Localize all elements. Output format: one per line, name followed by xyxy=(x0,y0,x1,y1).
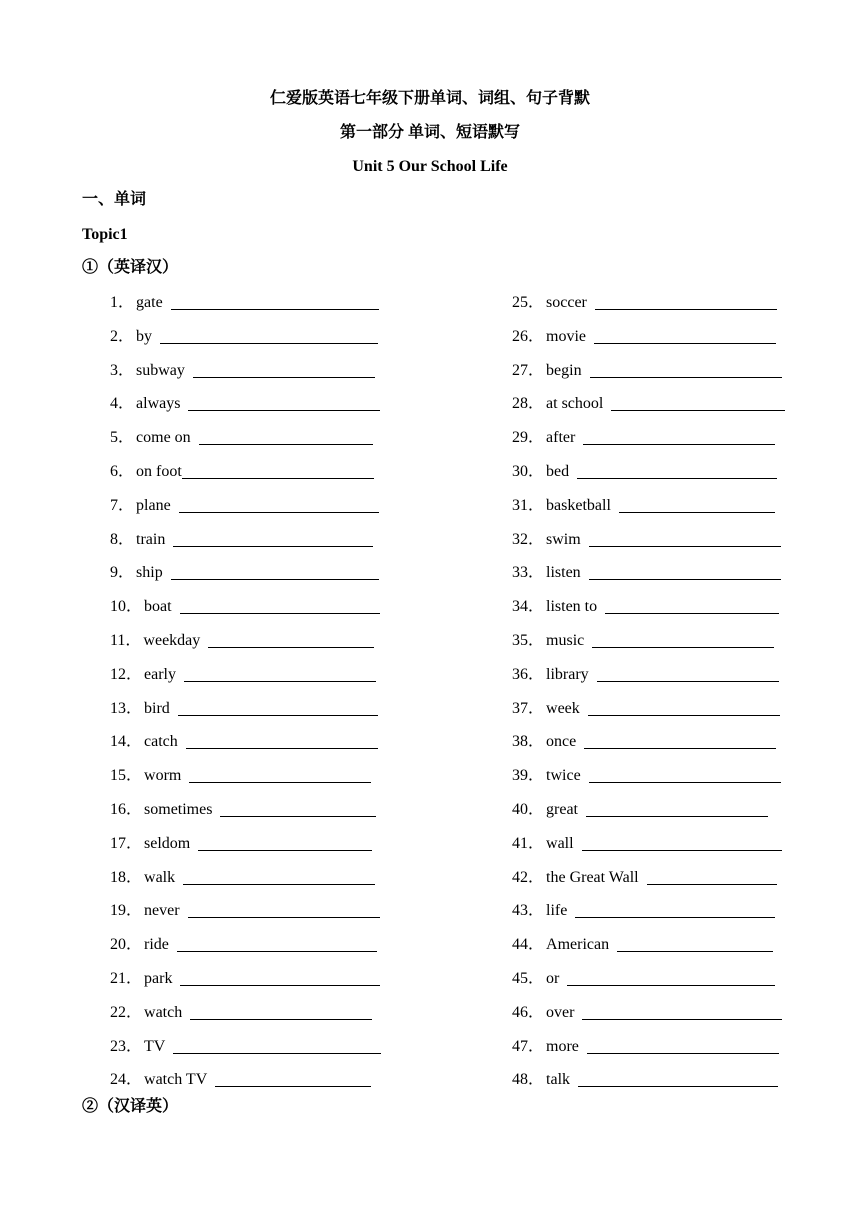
vocab-item xyxy=(512,731,785,765)
item-number: 37 ． xyxy=(512,698,546,720)
vocab-item xyxy=(512,360,785,394)
vocab-item xyxy=(512,799,785,833)
answer-blank[interactable] xyxy=(597,664,779,682)
vocab-item xyxy=(110,427,381,461)
item-word: watch TV xyxy=(144,1071,208,1089)
vocab-item xyxy=(512,900,785,934)
answer-blank[interactable] xyxy=(590,360,782,378)
item-word: listen xyxy=(546,564,581,582)
answer-blank[interactable] xyxy=(171,292,379,310)
item-number: 40 ． xyxy=(512,799,546,821)
item-word: music xyxy=(546,631,585,649)
answer-blank[interactable] xyxy=(173,529,373,547)
vocab-item xyxy=(512,529,785,563)
answer-blank[interactable] xyxy=(215,1069,371,1087)
item-number: 36 ． xyxy=(512,664,546,686)
unit-heading: Unit 5 Our School Life xyxy=(352,158,508,175)
item-word: come on xyxy=(136,429,191,447)
vocab-item xyxy=(512,1002,785,1036)
item-number: 4 ． xyxy=(110,393,136,415)
answer-blank[interactable] xyxy=(589,562,781,580)
vocab-item xyxy=(110,900,381,934)
item-word: seldom xyxy=(144,834,191,852)
item-number: 25 ． xyxy=(512,292,546,314)
item-number: 19 ． xyxy=(110,900,144,922)
vocab-item xyxy=(512,495,785,529)
answer-blank[interactable] xyxy=(577,461,777,479)
vocab-item xyxy=(110,698,381,732)
item-number: 15 ． xyxy=(110,765,144,787)
item-word: never xyxy=(144,902,180,920)
item-number: 14 ． xyxy=(110,731,144,753)
answer-blank[interactable] xyxy=(582,833,782,851)
item-number: 42 ． xyxy=(512,867,546,889)
item-word: talk xyxy=(546,1071,571,1089)
item-word: after xyxy=(546,429,576,447)
item-number: 34 ． xyxy=(512,596,546,618)
item-number: 26 ． xyxy=(512,326,546,348)
item-word: or xyxy=(546,969,560,987)
item-word: always xyxy=(136,395,181,413)
answer-blank[interactable] xyxy=(171,562,379,580)
item-word: gate xyxy=(136,294,163,311)
vocab-item xyxy=(512,765,785,799)
item-number: 5 ． xyxy=(110,427,136,449)
item-word: boat xyxy=(144,598,172,616)
topic-heading: Topic1 xyxy=(82,226,128,243)
answer-blank[interactable] xyxy=(594,326,776,344)
item-word: begin xyxy=(546,361,582,379)
answer-blank[interactable] xyxy=(582,1002,782,1020)
item-word: wall xyxy=(546,834,574,852)
item-word: train xyxy=(136,530,166,548)
item-number: 8 ． xyxy=(110,529,136,551)
item-word: the Great Wall xyxy=(546,868,639,886)
answer-blank[interactable] xyxy=(193,360,375,378)
vocab-item xyxy=(110,292,381,326)
item-number: 20 ． xyxy=(110,934,144,956)
answer-blank[interactable] xyxy=(589,529,781,547)
item-number: 35 ． xyxy=(512,630,546,652)
item-number: 27 ． xyxy=(512,360,546,382)
item-word: over xyxy=(546,1003,575,1021)
answer-blank[interactable] xyxy=(199,427,373,445)
vocab-item xyxy=(110,630,381,664)
item-word: bed xyxy=(546,462,570,480)
answer-blank[interactable] xyxy=(178,698,378,716)
vocab-item xyxy=(110,596,381,630)
en-to-cn-heading: ①（英译汉） xyxy=(82,259,179,276)
vocab-item xyxy=(512,326,785,360)
vocab-item xyxy=(110,731,381,765)
answer-blank[interactable] xyxy=(588,698,780,716)
item-word: movie xyxy=(546,327,587,345)
item-number: 38 ． xyxy=(512,731,546,753)
answer-blank[interactable] xyxy=(586,799,768,817)
item-word: subway xyxy=(136,361,185,379)
answer-blank[interactable] xyxy=(180,968,380,986)
item-word: on foot xyxy=(136,462,182,480)
item-word: walk xyxy=(144,868,176,886)
answer-blank[interactable] xyxy=(584,731,776,749)
item-number: 31 ． xyxy=(512,495,546,517)
item-number: 11 ． xyxy=(110,630,143,652)
item-number: 17 ． xyxy=(110,833,144,855)
answer-blank[interactable] xyxy=(567,968,775,986)
item-number: 28 ． xyxy=(512,393,546,415)
item-number: 9 ． xyxy=(110,562,136,584)
item-number: 24 ． xyxy=(110,1069,144,1091)
cn-to-en-heading: ②（汉译英） xyxy=(82,1098,179,1115)
vocab-item xyxy=(110,664,381,698)
answer-blank[interactable] xyxy=(619,495,775,513)
item-number: 7 ． xyxy=(110,495,136,517)
item-word: great xyxy=(546,800,578,818)
item-word: ship xyxy=(136,564,163,582)
answer-blank[interactable] xyxy=(595,292,777,310)
vocab-item xyxy=(110,393,381,427)
answer-blank[interactable] xyxy=(208,630,374,648)
item-word: park xyxy=(144,969,173,987)
item-word: library xyxy=(546,665,589,683)
answer-blank[interactable] xyxy=(578,1069,778,1087)
item-word: TV xyxy=(144,1037,166,1055)
item-number: 3 ． xyxy=(110,360,136,382)
item-number: 29 ． xyxy=(512,427,546,449)
vocab-item xyxy=(110,461,381,495)
answer-blank[interactable] xyxy=(184,664,376,682)
vocab-item xyxy=(512,562,785,596)
vocab-item xyxy=(512,292,785,326)
vocab-item xyxy=(110,934,381,968)
item-word: weekday xyxy=(143,631,201,649)
answer-blank[interactable] xyxy=(647,867,777,885)
answer-blank[interactable] xyxy=(611,393,785,411)
answer-blank[interactable] xyxy=(188,900,380,918)
item-number: 32 ． xyxy=(512,529,546,551)
vocab-item xyxy=(110,968,381,1002)
vocab-item xyxy=(512,596,785,630)
left-word-column xyxy=(110,292,381,1103)
answer-blank[interactable] xyxy=(177,934,377,952)
answer-blank[interactable] xyxy=(189,765,371,783)
item-word: watch xyxy=(144,1003,183,1021)
answer-blank[interactable] xyxy=(183,867,375,885)
vocab-item xyxy=(512,833,785,867)
vocab-item xyxy=(512,664,785,698)
vocab-item xyxy=(512,630,785,664)
vocab-item xyxy=(110,529,381,563)
vocab-item xyxy=(110,360,381,394)
item-word: twice xyxy=(546,767,581,785)
part-heading: 第一部分 单词、短语默写 xyxy=(339,124,520,141)
item-number: 33 ． xyxy=(512,562,546,584)
item-word: more xyxy=(546,1037,579,1055)
answer-blank[interactable] xyxy=(605,596,779,614)
item-number: 46 ． xyxy=(512,1002,546,1024)
item-word: worm xyxy=(144,767,182,785)
item-number: 18 ． xyxy=(110,867,144,889)
answer-blank[interactable] xyxy=(592,630,774,648)
vocab-item xyxy=(110,765,381,799)
item-number: 39 ． xyxy=(512,765,546,787)
item-number: 1 ． xyxy=(110,292,136,314)
answer-blank[interactable] xyxy=(575,900,775,918)
vocab-item xyxy=(110,833,381,867)
answer-blank[interactable] xyxy=(583,427,775,445)
item-number: 6 ． xyxy=(110,461,136,483)
item-number: 30 ． xyxy=(512,461,546,483)
item-word: plane xyxy=(136,496,171,514)
answer-blank[interactable] xyxy=(188,393,380,411)
item-number: 13 ． xyxy=(110,698,144,720)
item-word: American xyxy=(546,936,610,954)
item-number: 45 ． xyxy=(512,968,546,990)
vocab-item xyxy=(512,698,785,732)
vocab-item xyxy=(512,934,785,968)
item-number: 21 ． xyxy=(110,968,144,990)
answer-blank[interactable] xyxy=(220,799,376,817)
vocab-item xyxy=(512,427,785,461)
item-number: 48 ． xyxy=(512,1069,546,1091)
answer-blank[interactable] xyxy=(617,934,773,952)
answer-blank[interactable] xyxy=(186,731,378,749)
page-title: 仁爱版英语七年级下册单词、词组、句子背默 xyxy=(269,90,590,107)
item-word: once xyxy=(546,733,577,751)
item-word: basketball xyxy=(546,496,611,514)
item-word: soccer xyxy=(546,294,587,311)
item-number: 47 ． xyxy=(512,1036,546,1058)
answer-blank[interactable] xyxy=(587,1036,779,1054)
vocab-item xyxy=(110,867,381,901)
item-word: sometimes xyxy=(144,800,213,818)
item-number: 43 ． xyxy=(512,900,546,922)
item-number: 22 ． xyxy=(110,1002,144,1024)
item-number: 12 ． xyxy=(110,664,144,686)
item-word: swim xyxy=(546,530,581,548)
item-number: 23 ． xyxy=(110,1036,144,1058)
vocab-item xyxy=(110,326,381,360)
item-number: 41 ． xyxy=(512,833,546,855)
answer-blank[interactable] xyxy=(173,1036,381,1054)
item-word: ride xyxy=(144,936,169,954)
answer-blank[interactable] xyxy=(190,1002,372,1020)
item-word: by xyxy=(136,327,153,345)
vocab-item xyxy=(110,1036,381,1070)
item-word: catch xyxy=(144,733,178,751)
vocab-item xyxy=(110,799,381,833)
section-words-heading: 一、单词 xyxy=(82,191,147,208)
answer-blank[interactable] xyxy=(180,596,380,614)
vocab-item xyxy=(110,495,381,529)
answer-blank[interactable] xyxy=(182,461,374,479)
item-word: life xyxy=(546,902,568,920)
item-number: 44 ． xyxy=(512,934,546,956)
item-number: 10 ． xyxy=(110,596,144,618)
answer-blank[interactable] xyxy=(160,326,378,344)
item-word: early xyxy=(144,665,176,683)
item-word: bird xyxy=(144,699,170,717)
vocab-item xyxy=(512,867,785,901)
vocab-item xyxy=(512,968,785,1002)
item-number: 16 ． xyxy=(110,799,144,821)
answer-blank[interactable] xyxy=(198,833,372,851)
answer-blank[interactable] xyxy=(179,495,379,513)
item-word: at school xyxy=(546,395,604,413)
vocab-item xyxy=(110,562,381,596)
answer-blank[interactable] xyxy=(589,765,781,783)
vocab-item xyxy=(512,1036,785,1070)
item-number: 2 ． xyxy=(110,326,136,348)
item-word: week xyxy=(546,699,580,717)
vocab-item xyxy=(110,1002,381,1036)
right-word-column xyxy=(512,292,785,1103)
vocab-item xyxy=(512,393,785,427)
item-word: listen to xyxy=(546,598,598,616)
vocab-item xyxy=(512,1069,785,1103)
vocab-item xyxy=(512,461,785,495)
